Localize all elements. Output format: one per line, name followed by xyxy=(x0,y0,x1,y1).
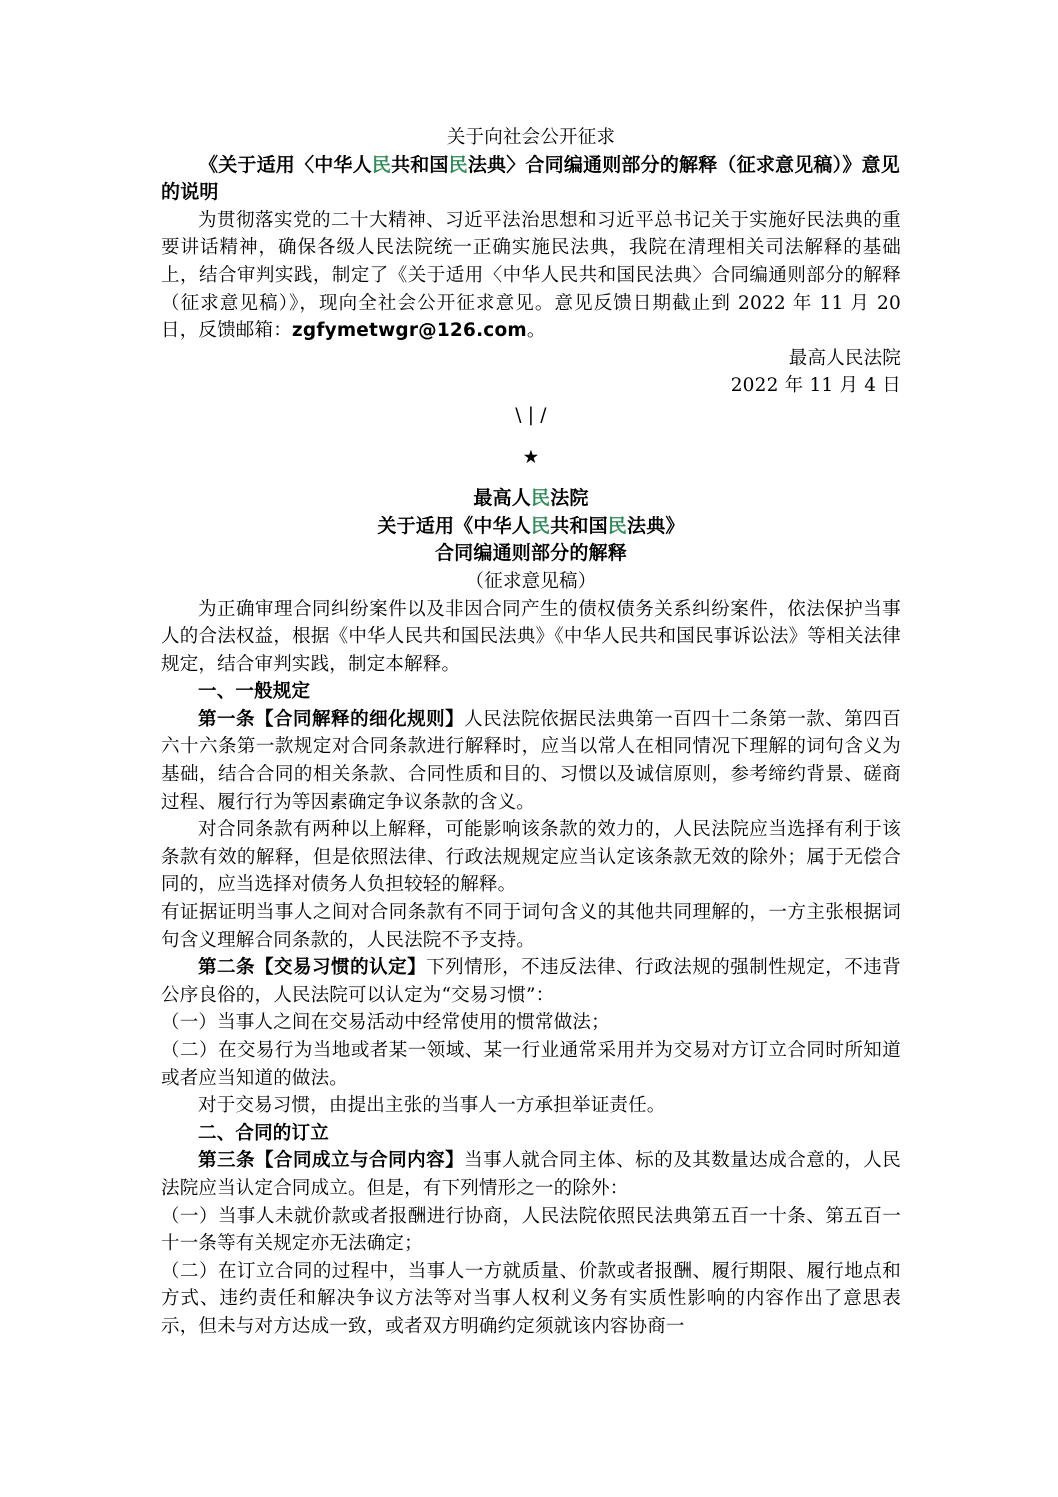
doc-subtitle: （征求意见稿） xyxy=(465,570,597,592)
notice-body xyxy=(161,207,901,345)
notice-title-part: 共和国 xyxy=(391,153,449,176)
notice-title-line2 xyxy=(161,152,901,207)
article-1-heading: 第一条【合同解释的细化规则】 xyxy=(198,708,465,730)
notice-body-text: 为贯彻落实党的二十大精神、习近平法治思想和习近平总书记关于实施好民法典的重要讲话精神，确保各级人民法院统一正确实施民法典，我院在清理相关司法解释的基础上，结合审判实践，制定了《关于适用〈中华人民共和国民法典〉合同编通则部分的解释（征求意见稿）》，现向全社会公开征求意见。意见反馈日期截止到 2022 年 11 月 20 日，反馈邮箱： xyxy=(161,209,901,342)
article-1-para3: 有证据证明当事人之间对合同条款有不同于词句含义的其他共同理解的，一方主张根据词句含义理解合同条款的，人民法院不予支持。 xyxy=(161,902,901,951)
notice-title-part: 《关于适用〈中华人 xyxy=(199,153,372,176)
article-1-para2: 对合同条款有两种以上解释，可能影响该条款的效力的，人民法院应当选择有利于该条款有效的解释，但是依照法律、行政法规规定应当认定该条款无效的除外；属于无偿合同的，应当选择对债务人负担较轻的解释。 xyxy=(161,819,901,896)
section-heading-formation: 二、合同的订立 xyxy=(198,1122,329,1144)
article-2-para2: 对于交易习惯，由提出主张的当事人一方承担举证责任。 xyxy=(198,1095,666,1117)
article-2-item1: （一）当事人之间在交易活动中经常使用的惯常做法； xyxy=(161,1012,610,1034)
section-heading-general: 一、一般规定 xyxy=(198,681,311,703)
article-2-heading: 第二条【交易习惯的认定】 xyxy=(198,957,427,979)
notice-title-line1 xyxy=(161,124,901,152)
doc-preamble: 为正确审理合同纠纷案件以及非因合同产生的债权债务关系纠纷案件，依法保护当事人的合法权益，根据《中华人民共和国民法典》《中华人民共和国民事诉讼法》等相关法律规定，结合审判实践，制定本解释。 xyxy=(161,598,901,675)
article-1 xyxy=(161,706,901,816)
notice-title-text: 关于向社会公开征求 xyxy=(446,127,616,148)
notice-date: 2022 年 11 月 4 日 xyxy=(730,375,901,397)
star-icon: ★ xyxy=(522,446,540,468)
separator-gap xyxy=(161,471,901,485)
separator-slash: \ | / xyxy=(515,404,547,426)
doc-title-min: 民 xyxy=(530,514,551,537)
doc-title-part: 法院 xyxy=(550,487,589,510)
doc-title-line1 xyxy=(161,485,901,513)
doc-title-min: 民 xyxy=(607,514,627,537)
notice-body-suffix: 。 xyxy=(526,320,546,342)
doc-title-part: 关于适用《中华人 xyxy=(377,514,531,537)
article-2 xyxy=(161,954,901,1009)
notice-title-min: 民 xyxy=(371,153,392,176)
article-3-item2: （二）在订立合同的过程中，当事人一方就质量、价款或者报酬、履行期限、履行地点和方式、违约责任和解决争议方法等对当事人权利义务有实质性影响的内容作出了意思表示，但未与对方达成一致，或者双方明确约定须就该内容协商一 xyxy=(161,1260,901,1337)
page-content xyxy=(161,124,901,1341)
notice-signature: 最高人民法院 xyxy=(788,347,901,369)
doc-title-part: 法典》 xyxy=(627,514,685,537)
article-2-item2: （二）在交易行为当地或者某一领域、某一行业通常采用并为交易对方订立合同时所知道或者应当知道的做法。 xyxy=(161,1040,901,1089)
separator-gap xyxy=(161,430,901,444)
article-3-heading: 第三条【合同成立与合同内容】 xyxy=(198,1150,465,1172)
article-2-text: 下列情形，不违反法律、行政法规的强制性规定，不违背公序良俗的，人民法院可以认定为“交易习惯”： xyxy=(161,957,901,1006)
doc-title-min: 民 xyxy=(531,487,551,510)
doc-title-line3: 合同编通则部分的解释 xyxy=(434,542,627,565)
feedback-email: zgfymetwgr@126.com xyxy=(291,320,527,342)
doc-title-part: 最高人 xyxy=(473,487,531,510)
doc-title-line2 xyxy=(161,513,901,541)
article-3-text: 当事人就合同主体、标的及其数量达成合意的，人民法院应当认定合同成立。但是，有下列情形之一的除外： xyxy=(161,1150,901,1199)
notice-title-part: 法典〉合同编通则部分的解释（征求意见稿）》意见的说明 xyxy=(161,153,900,204)
article-3 xyxy=(161,1147,901,1202)
notice-title-min: 民 xyxy=(448,153,468,176)
article-3-item1: （一）当事人未就价款或者报酬进行协商，人民法院依照民法典第五百一十条、第五百一十一条等有关规定亦无法确定； xyxy=(161,1205,901,1255)
article-1-text: 人民法院依据民法典第一百四十二条第一款、第四百六十六条第一款规定对合同条款进行解释时，应当以常人在相同情况下理解的词句含义为基础，结合合同的相关条款、合同性质和目的、习惯以及诚信原则，参考缔约背景、磋商过程、履行行为等因素确定争议条款的含义。 xyxy=(161,708,901,813)
doc-title-part: 共和国 xyxy=(550,514,608,537)
